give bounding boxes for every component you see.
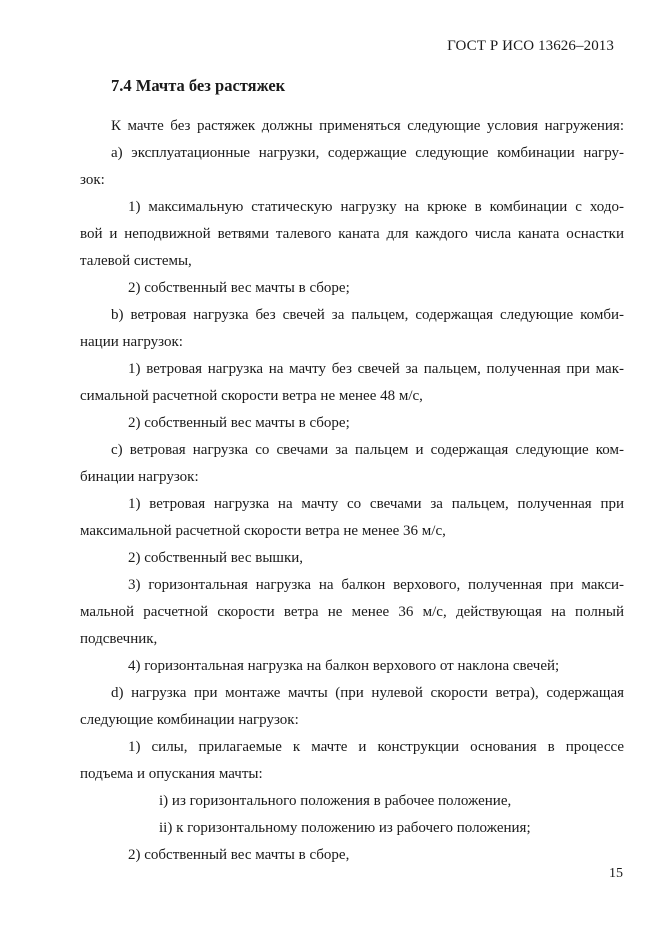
text-line: с) ветровая нагрузка со свечами за пальцем и содержащая следующие ком- — [111, 442, 624, 458]
text-line: К мачте без растяжек должны применяться следующие условия нагружения: — [111, 118, 624, 134]
section-title: 7.4 Мачта без растяжек — [111, 76, 286, 95]
text-line: i) из горизонтального положения в рабочее положение, — [159, 793, 512, 809]
text-line: 4) горизонтальная нагрузка на балкон верхового от наклона свечей; — [128, 658, 560, 674]
text-line: 1) силы, прилагаемые к мачте и конструкции основания в процессе — [128, 739, 624, 755]
text-line: максимальной расчетной скорости ветра не менее 36 м/с, — [80, 523, 446, 539]
text-line: подъема и опускания мачты: — [80, 766, 263, 782]
page-number: 15 — [609, 866, 623, 881]
text-line: 2) собственный вес мачты в сборе; — [128, 280, 350, 296]
text-line: подсвечник, — [80, 631, 158, 647]
text-line: 2) собственный вес мачты в сборе, — [128, 847, 350, 863]
text-line: b) ветровая нагрузка без свечей за пальцем, содержащая следующие комби- — [111, 307, 624, 323]
text-line: вой и неподвижной ветвями талевого каната для каждого числа каната оснастки — [80, 226, 624, 242]
standard-header: ГОСТ Р ИСО 13626–2013 — [447, 38, 614, 54]
text-line: следующие комбинации нагрузок: — [80, 712, 299, 728]
text-line: нации нагрузок: — [80, 334, 183, 350]
text-line: ii) к горизонтальному положению из рабочего положения; — [159, 820, 531, 836]
text-line: а) эксплуатационные нагрузки, содержащие следующие комбинации нагру- — [111, 145, 624, 161]
text-line: симальной расчетной скорости ветра не менее 48 м/с, — [80, 388, 423, 404]
text-line: 1) максимальную статическую нагрузку на крюке в комбинации с ходо- — [128, 199, 624, 215]
text-line: 2) собственный вес мачты в сборе; — [128, 415, 350, 431]
text-line: зок: — [80, 172, 105, 188]
text-line: 3) горизонтальная нагрузка на балкон верхового, полученная при макси- — [128, 577, 624, 593]
text-line: талевой системы, — [80, 253, 192, 269]
text-line: d) нагрузка при монтаже мачты (при нулевой скорости ветра), содержащая — [111, 685, 624, 701]
text-line: бинации нагрузок: — [80, 469, 199, 485]
text-line: мальной расчетной скорости ветра не менее 36 м/с, действующая на полный — [80, 604, 624, 620]
text-line: 1) ветровая нагрузка на мачту без свечей за пальцем, полученная при мак- — [128, 361, 624, 377]
text-line: 2) собственный вес вышки, — [128, 550, 304, 566]
text-line: 1) ветровая нагрузка на мачту со свечами за пальцем, полученная при — [128, 496, 624, 512]
